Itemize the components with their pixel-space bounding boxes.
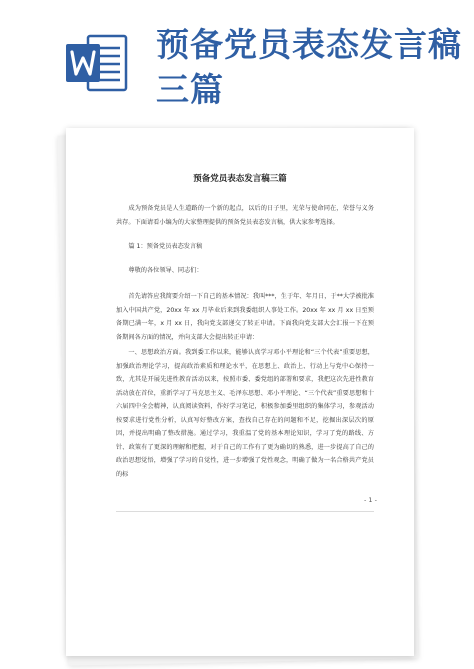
page-title: 预备党员表态发言稿三篇 (156, 25, 462, 109)
page-number: - 1 - (364, 496, 377, 504)
document-page (66, 128, 414, 656)
page-divider (116, 511, 374, 512)
salutation: 尊敬的各位领导、同志们： (128, 267, 203, 274)
section-heading: 篇 1：预备党员表态发言稿 (128, 243, 203, 250)
header (0, 0, 474, 130)
intro-paragraph: 成为预备党员是人生道路的一个新的起点，以后的日子里，光荣与使命同在，荣誉与义务共存。下面请看小编为的大家整理提供的预备党员表态发言稿，供大家参考选择。 (116, 205, 374, 226)
body-paragraph: 一、思想政治方面。我到委工作以来，能够认真学习邓小平理论和“三个代表”重要思想，加强政治理论学习，提高政治素质和理论水平，在思想上、政治上、行动上与党中心保持一致，尤其是开展先进性教育活动以来，按照市委、委党组的部署和要求，我把这次先进性教育活动放在首位，重新学习了马克思主义、毛泽东思想、邓小平理论、“三个代表”重要思想和十六届四中全会精神，认真阅读资料，作好学习笔记，积极参加委里组织的集体学习，参观活动按要求进行党性分析，认真写好整改方案，查找自己存在的问题和不足，挖掘出深层次的原因，并提出明确了整改措施。通过学习，我重温了党的基本理论知识，学习了党的路线、方针、政策有了更深的理解和把握，对于自己的工作有了更为确切的熟悉，进一步提高了自己的政治思想觉悟，增强了学习的自觉性，进一步增强了党性观念，明确了做为一名合格共产党员的标 (116, 349, 374, 478)
document-heading: 预备党员表态发言稿三篇 (193, 174, 287, 184)
word-document-icon (64, 30, 130, 96)
body-paragraph: 首先请答应我简要介绍一下自己的基本情况：我叫***，生于年、年月日，于**大学被批准加入中国共产党，20xx 年 xx 月毕业后来到我委组织人事处工作。20xx 年 xx 月 xx 日至预备期已满一年，x 月 xx 日，我向党支部递交了转正申请。下面我向党支部大会汇报一下在预备期间各方面的情况，并向支部大会提出转正申请： (116, 293, 374, 341)
